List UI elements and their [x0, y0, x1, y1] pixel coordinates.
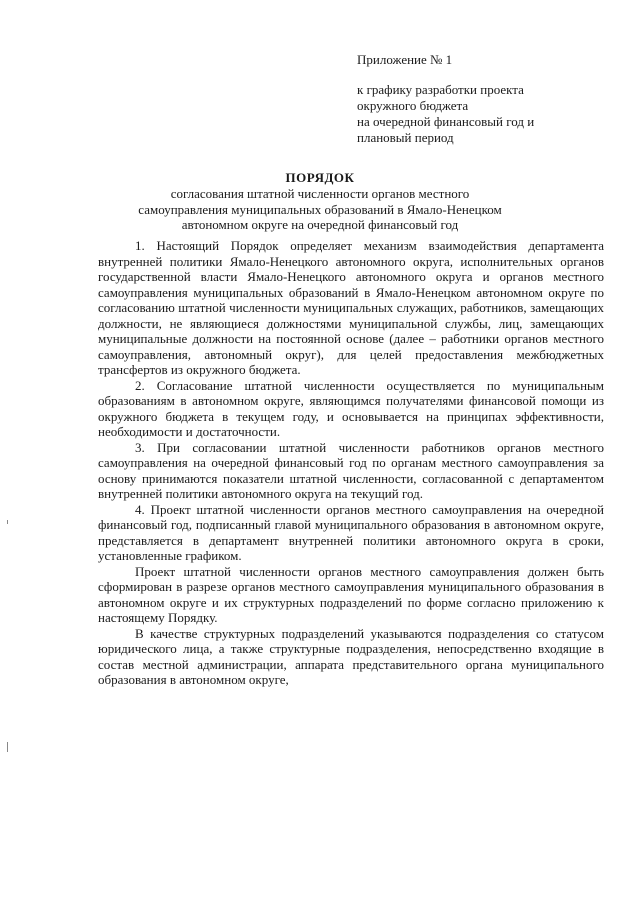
document-body	[98, 238, 604, 688]
annex-reference-line: плановый период	[357, 130, 454, 145]
annex-reference-line: окружного бюджета	[357, 98, 469, 113]
paragraph-1: 1. Настоящий Порядок определяет механизм взаимодействия департамента внутренней политики Ямало-Ненецкого автономного округа, исполнительных органов государственной власти Ямало-Ненецкого автономного округа и органов местного самоуправления муниципальных образований в Ямало-Ненецком автономном округе по согласованию штатной численности муниципальных служащих, работников, замещающих должности, не являющиеся должностями муниципальной службы, лиц, замещающих муниципальные должности на постоянной основе (далее – работники органов местного самоуправления, автономный округ), для целей предоставления межбюджетных трансфертов из окружного бюджета.	[98, 238, 604, 377]
paragraph-4-continued: Проект штатной численности органов местного самоуправления должен быть сформирован в разрезе органов местного самоуправления муниципального образования в автономном округе и их структурных подразделений по форме согласно приложению к настоящему Порядку.	[98, 563, 604, 625]
scan-margin-mark	[7, 520, 8, 524]
subtitle-line: согласования штатной численности органов местного	[170, 186, 470, 201]
annex-reference	[357, 82, 607, 146]
paragraph-4: 4. Проект штатной численности органов местного самоуправления на очередной финансовый год, подписанный главой муниципального образования в автономном округе, представляется в департамент внутренней политики автономного округа в сроки, установленные графиком.	[98, 501, 604, 563]
paragraph-4-structural-units: В качестве структурных подразделений указываются подразделения со статусом юридического лица, а также структурные подразделения, непосредственно входящие в состав местной администрации, аппарата представительного органа муниципального образования в автономном округе,	[98, 625, 604, 687]
annex-reference-line: на очередной финансовый год и	[357, 114, 535, 129]
annex-reference-line: к графику разработки проекта	[357, 82, 524, 97]
subtitle-line: самоуправления муниципальных образований в Ямало-Ненецком	[138, 201, 502, 217]
document-title: ПОРЯДОК	[285, 170, 355, 185]
paragraph-3: 3. При согласовании штатной численности работников органов местного самоуправления на очередной финансовый год по органам местного самоуправления за основу принимаются показатели штатной численности, согласованной с департаментом внутренней политики автономного округа на текущий год.	[98, 439, 604, 501]
document-subtitle	[120, 186, 520, 233]
paragraph-2: 2. Согласование штатной численности осуществляется по муниципальным образованиям в автономном округе, являющимся получателями финансовой помощи из окружного бюджета в текущем году, и основывается на принципах эффективности, необходимости и достаточности.	[98, 377, 604, 439]
annex-number: Приложение № 1	[357, 52, 453, 67]
annex-header	[357, 52, 607, 146]
scan-margin-mark	[7, 742, 8, 752]
subtitle-line: автономном округе на очередной финансовый год	[181, 217, 459, 232]
